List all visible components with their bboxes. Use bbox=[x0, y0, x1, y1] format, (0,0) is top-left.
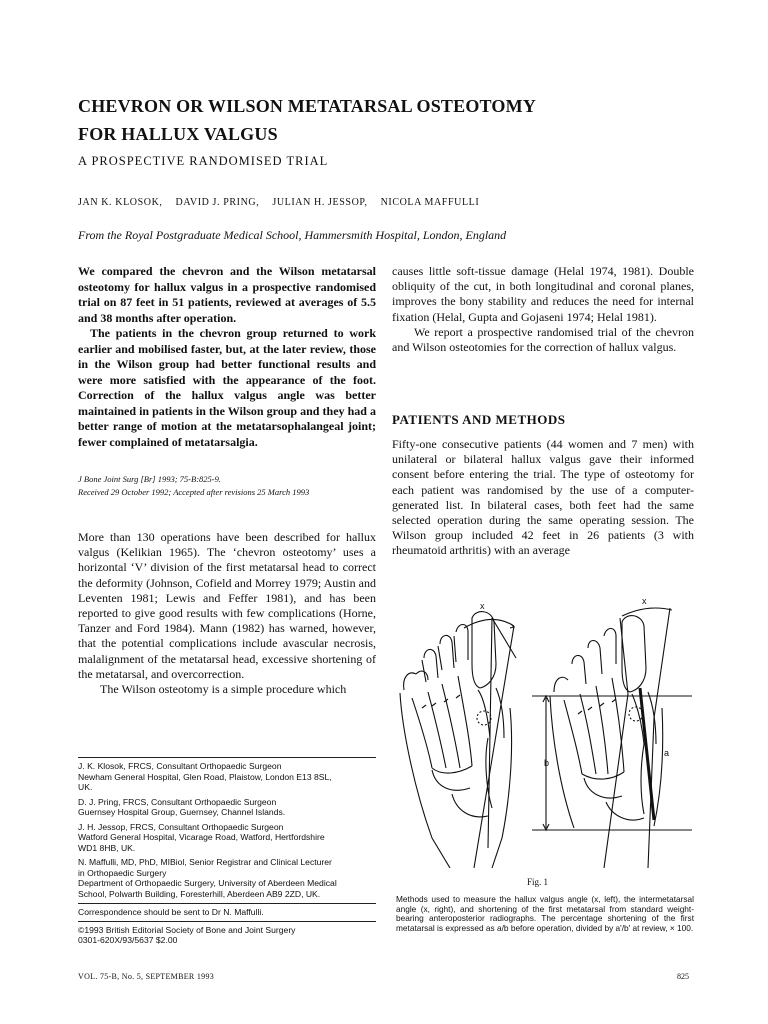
footnote-author bbox=[78, 761, 376, 793]
footnote-line: N. Maffulli, MD, PhD, MIBiol, Senior Registrar and Clinical Lecturer bbox=[78, 857, 332, 867]
article-subtitle: A PROSPECTIVE RANDOMISED TRIAL bbox=[78, 154, 329, 168]
left-foot-drawing bbox=[400, 612, 516, 868]
label-a: a bbox=[664, 748, 670, 758]
volume-footer: VOL. 75-B, No. 5, SEPTEMBER 1993 bbox=[78, 972, 215, 981]
footnote-line: Newham General Hospital, Glen Road, Plaistow, London E13 8SL, bbox=[78, 771, 332, 782]
correspondence-note: Correspondence should be sent to Dr N. Maffulli. bbox=[78, 907, 264, 917]
author: JULIAN H. JESSOP, bbox=[272, 197, 368, 208]
abstract-paragraph: The patients in the chevron group returned to work earlier and mobilised faster, but, at the later review, those in the Wilson group had better functional results and were more satisfied with the appearance of the foot. Correction of the hallux valgus angle was better maintained in patients in the Wilson group and they had a better range of motion at the metatarsophalangeal joint; fewer complained of metatarsalgia. bbox=[78, 326, 376, 449]
label-b: b bbox=[544, 758, 550, 768]
affiliation: From the Royal Postgraduate Medical School, Hammersmith Hospital, London, England bbox=[78, 228, 507, 242]
article-title bbox=[78, 92, 698, 148]
copyright-line: 0301-620X/93/5637 $2.00 bbox=[78, 935, 178, 945]
footnote-line: in Orthopaedic Surgery bbox=[78, 867, 167, 878]
body-paragraph: More than 130 operations have been described for hallux valgus (Kelikian 1965). The ‘chevron osteotomy’ uses a horizontal ‘V’ division of the first metatarsal head to correct the deformity (Johnson, Cofield and Morrey 1979; Austin and Leventen 1981; Lewis and Feffer 1981), and has been reported to give good results with few complications (Horne, Tanzer and Ford 1984). Mann (1982) has warned, however, that the potential complications include avascular necrosis, malalignment of the metatarsal head, excessive shortening of the metatarsal, and overcorrection. bbox=[78, 530, 376, 681]
author: DAVID J. PRING, bbox=[175, 197, 260, 208]
figure-caption: Methods used to measure the hallux valgus angle (x, left), the intermetatarsal angle (x, right), and shortening of the first metatarsal from standard weight-bearing anteroposterior radiographs. The percentage shortening of the first metatarsal is expressed as a/b before operation, divided by a'/b' at review, × 100. bbox=[396, 894, 694, 933]
introduction bbox=[78, 530, 376, 697]
footnotes bbox=[78, 761, 376, 946]
label-x-right: x bbox=[642, 598, 647, 606]
footnote-author bbox=[78, 822, 376, 854]
abstract bbox=[78, 264, 376, 450]
body-paragraph: causes little soft-tissue damage (Helal 1974, 1981). Double obliquity of the cut, in both longitudinal and coronal planes, improves the bony stability and reduces the need for internal fixation (Helal, Gupta and Gojaseni 1974; Helal 1981). bbox=[392, 264, 694, 324]
footnote-divider bbox=[78, 903, 376, 904]
title-line-2: FOR HALLUX VALGUS bbox=[78, 124, 278, 144]
footnote-line: J. H. Jessop, FRCS, Consultant Orthopaedic Surgeon bbox=[78, 821, 284, 832]
footnote-line: D. J. Pring, FRCS, Consultant Orthopaedic Surgeon bbox=[78, 796, 277, 807]
author-list bbox=[78, 197, 479, 208]
footnote-divider bbox=[78, 921, 376, 922]
journal-reference: J Bone Joint Surg [Br] 1993; 75-B:825-9. bbox=[78, 474, 221, 484]
footnote-line: Watford General Hospital, Vicarage Road, Watford, Hertfordshire bbox=[78, 832, 325, 842]
introduction-continued bbox=[392, 264, 694, 355]
footnote-author bbox=[78, 857, 376, 899]
footnote-line: J. K. Klosok, FRCS, Consultant Orthopaedic Surgeon bbox=[78, 761, 282, 771]
footnote-author bbox=[78, 797, 376, 818]
footnote-divider bbox=[78, 757, 376, 758]
figure-label: Fig. 1 bbox=[527, 877, 549, 887]
body-paragraph: The Wilson osteotomy is a simple procedure which bbox=[100, 682, 347, 697]
page-number: 825 bbox=[677, 972, 689, 981]
methods-text bbox=[392, 437, 694, 559]
body-paragraph: Fifty-one consecutive patients (44 women and 7 men) with unilateral or bilateral hallux valgus gave their informed consent before entering the trial. The type of osteotomy for each patient was randomised by the use of a computer-generated list. In bilateral cases, both feet had the same selected operation during the same operating session. The Wilson group included 42 feet in 26 patients (3 with rheumatoid arthritis) with an average bbox=[392, 437, 694, 558]
citation bbox=[78, 473, 378, 499]
author: NICOLA MAFFULLI bbox=[380, 197, 480, 208]
footnote-line: Department of Orthopaedic Surgery, University of Aberdeen Medical bbox=[78, 878, 337, 888]
author: JAN K. KLOSOK, bbox=[78, 197, 163, 208]
foot-radiograph-diagram bbox=[392, 598, 694, 868]
right-foot-drawing bbox=[532, 608, 692, 868]
footnote-line: Guernsey Hospital Group, Guernsey, Channel Islands. bbox=[78, 807, 286, 817]
section-heading: PATIENTS AND METHODS bbox=[392, 412, 566, 427]
footnote-line: UK. bbox=[78, 782, 93, 792]
label-x-left: x bbox=[480, 601, 485, 611]
footnote-line: School, Polwarth Building, Foresterhill, Aberdeen AB9 2ZD, UK. bbox=[78, 888, 321, 899]
received-dates: Received 29 October 1992; Accepted after revisions 25 March 1993 bbox=[78, 487, 310, 497]
title-line-1: CHEVRON OR WILSON METATARSAL OSTEOTOMY bbox=[78, 96, 537, 116]
abstract-paragraph: We compared the chevron and the Wilson metatarsal osteotomy for hallux valgus in a prospective randomised trial on 87 feet in 51 patients, reviewed at averages of 5.5 and 38 months after operation. bbox=[78, 264, 376, 325]
footnote-line: WD1 8HB, UK. bbox=[78, 842, 136, 853]
body-paragraph: We report a prospective randomised trial of the chevron and Wilson osteotomies for the correction of hallux valgus. bbox=[392, 324, 694, 355]
copyright-line: ©1993 British Editorial Society of Bone and Joint Surgery bbox=[78, 924, 296, 935]
